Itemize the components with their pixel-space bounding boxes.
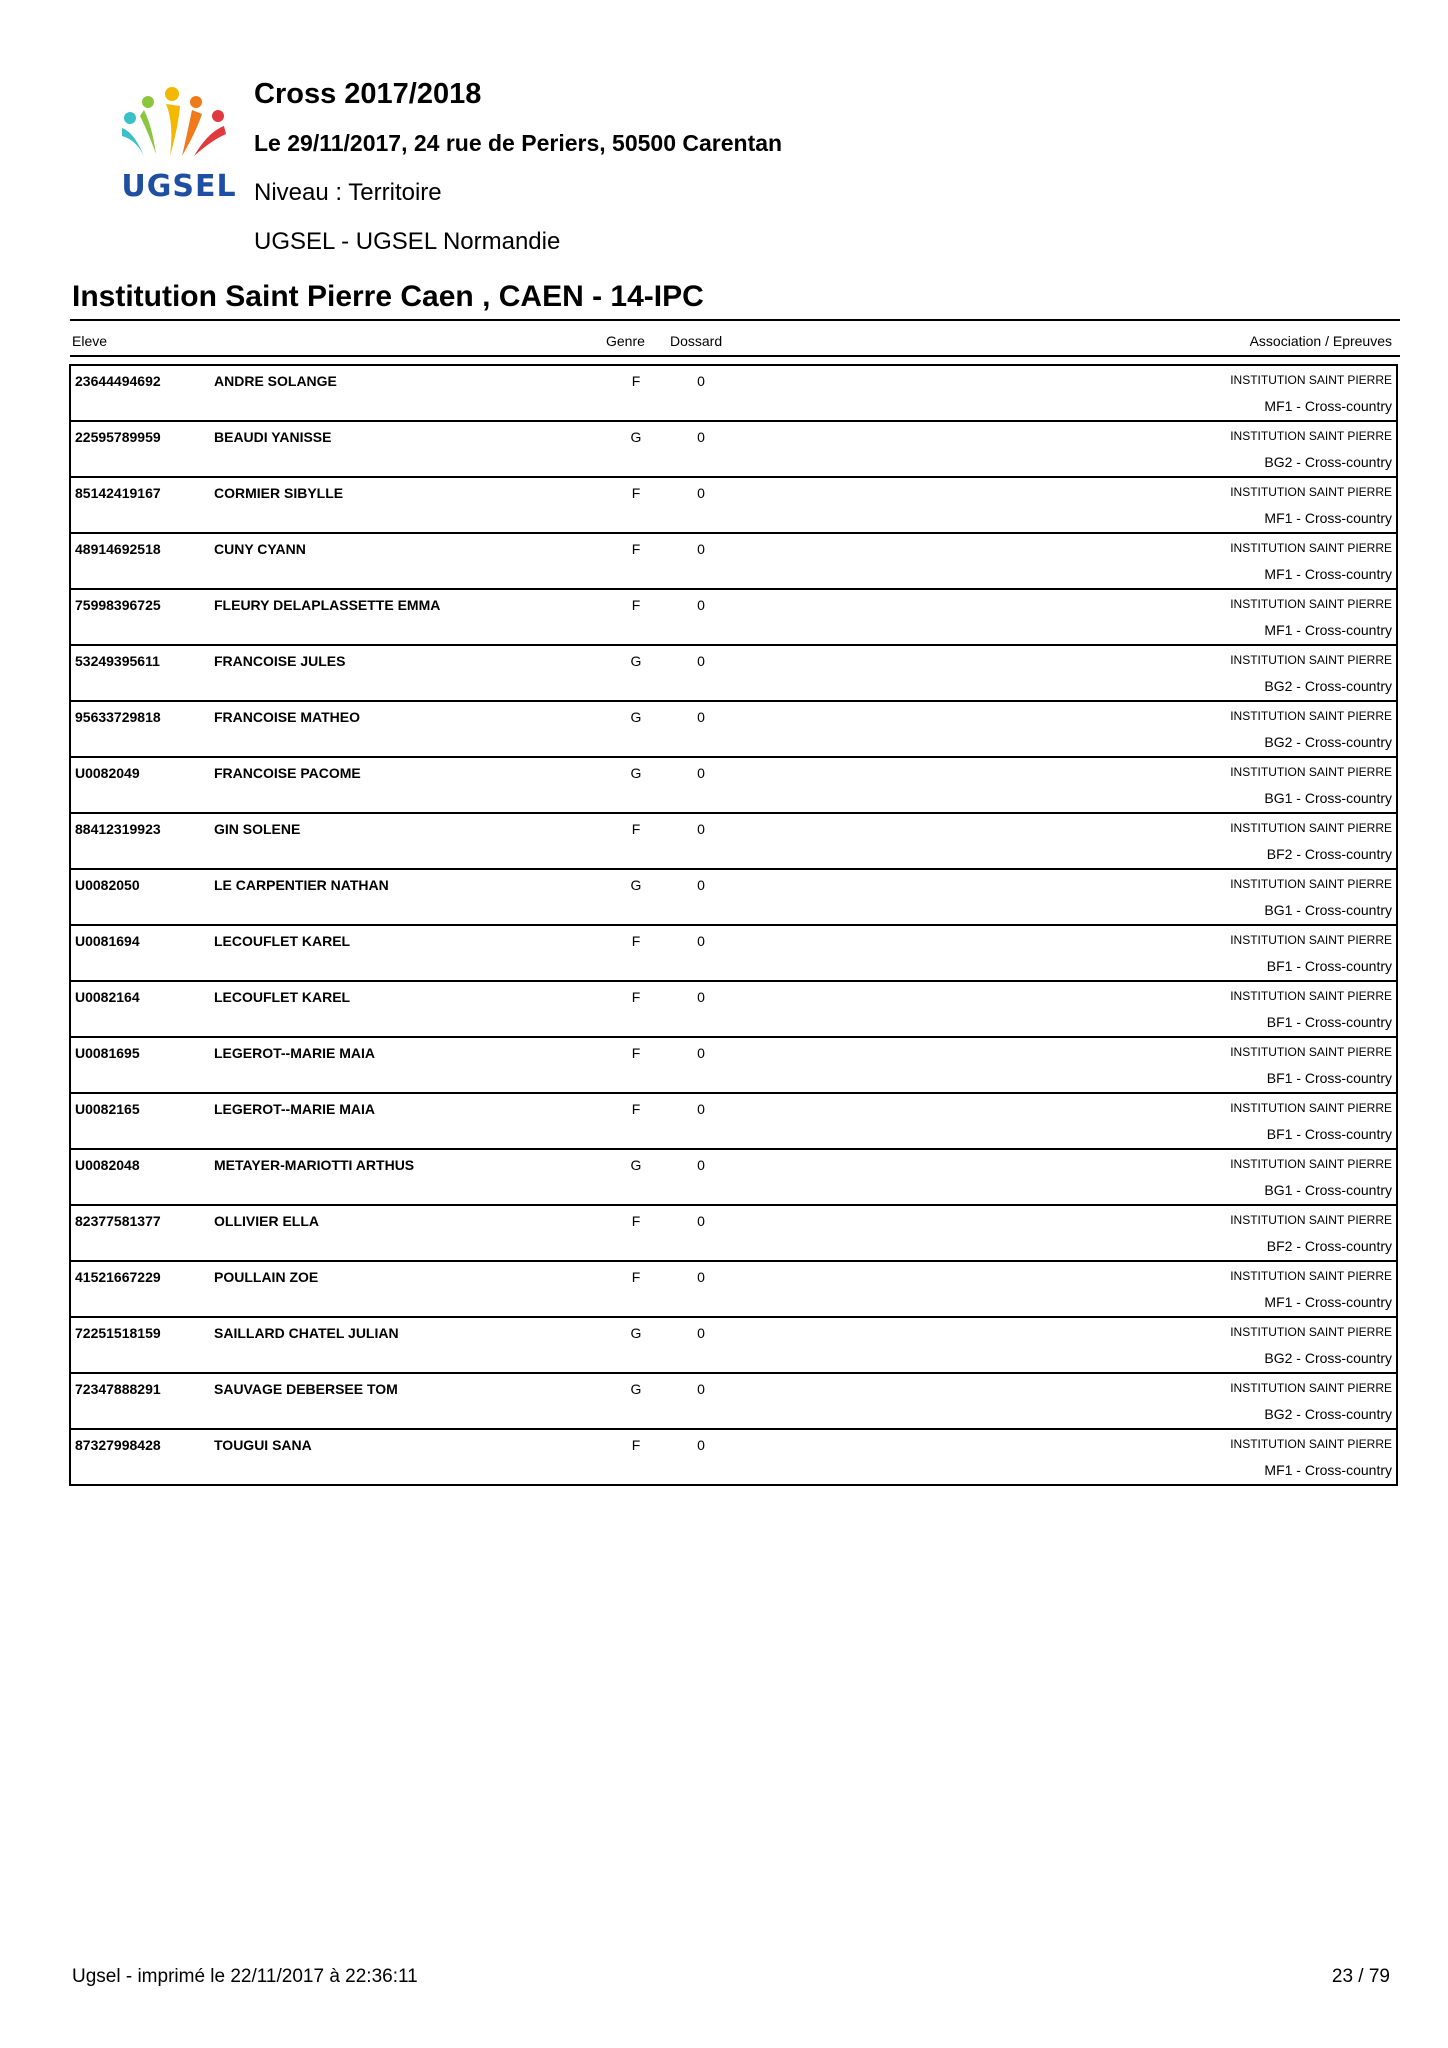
student-epreuve: MF1 - Cross-country bbox=[1264, 566, 1392, 582]
student-genre: F bbox=[631, 821, 641, 837]
student-genre: G bbox=[630, 1325, 642, 1341]
student-name: FRANCOISE MATHEO bbox=[214, 709, 360, 725]
student-dossard: 0 bbox=[697, 989, 705, 1005]
student-dossard: 0 bbox=[697, 1325, 705, 1341]
student-dossard: 0 bbox=[697, 1381, 705, 1397]
student-name: OLLIVIER ELLA bbox=[214, 1213, 319, 1229]
student-association: INSTITUTION SAINT PIERRE bbox=[1230, 1269, 1392, 1283]
student-name: METAYER-MARIOTTI ARTHUS bbox=[214, 1157, 415, 1173]
student-id: 88412319923 bbox=[75, 821, 161, 837]
table-row bbox=[71, 814, 1396, 870]
student-epreuve: BG2 - Cross-country bbox=[1264, 678, 1392, 694]
student-association: INSTITUTION SAINT PIERRE bbox=[1230, 1213, 1392, 1227]
page-title: Cross 2017/2018 bbox=[254, 78, 482, 110]
student-association: INSTITUTION SAINT PIERRE bbox=[1230, 485, 1392, 499]
student-association: INSTITUTION SAINT PIERRE bbox=[1230, 933, 1392, 947]
table-row bbox=[71, 646, 1396, 702]
student-epreuve: BF2 - Cross-country bbox=[1266, 846, 1392, 862]
logo-text: UGSEL bbox=[121, 169, 237, 204]
table-row bbox=[71, 422, 1396, 478]
student-id: U0082050 bbox=[75, 877, 140, 893]
participants-table bbox=[69, 364, 1398, 1486]
student-name: BEAUDI YANISSE bbox=[214, 429, 332, 445]
student-genre: G bbox=[630, 765, 642, 781]
student-name: SAILLARD CHATEL JULIAN bbox=[214, 1325, 399, 1341]
student-genre: F bbox=[631, 373, 641, 389]
student-id: U0082165 bbox=[75, 1101, 140, 1117]
student-name: TOUGUI SANA bbox=[214, 1437, 312, 1453]
table-row bbox=[71, 1374, 1396, 1430]
student-genre: F bbox=[631, 1213, 641, 1229]
student-genre: G bbox=[630, 709, 642, 725]
student-dossard: 0 bbox=[697, 541, 705, 557]
student-dossard: 0 bbox=[697, 1213, 705, 1229]
student-name: ANDRE SOLANGE bbox=[214, 373, 337, 389]
student-genre: F bbox=[631, 1437, 641, 1453]
student-id: U0081695 bbox=[75, 1045, 140, 1061]
student-dossard: 0 bbox=[697, 429, 705, 445]
student-id: 75998396725 bbox=[75, 597, 161, 613]
student-association: INSTITUTION SAINT PIERRE bbox=[1230, 821, 1392, 835]
student-id: U0082049 bbox=[75, 765, 140, 781]
student-id: 72251518159 bbox=[75, 1325, 161, 1341]
student-epreuve: MF1 - Cross-country bbox=[1264, 510, 1392, 526]
student-name: LEGEROT--MARIE MAIA bbox=[214, 1101, 375, 1117]
student-genre: F bbox=[631, 485, 641, 501]
student-epreuve: BF1 - Cross-country bbox=[1266, 1014, 1392, 1030]
student-id: 82377581377 bbox=[75, 1213, 161, 1229]
table-row bbox=[71, 1038, 1396, 1094]
student-dossard: 0 bbox=[697, 1157, 705, 1173]
student-genre: F bbox=[631, 1101, 641, 1117]
column-header-eleve: Eleve bbox=[72, 333, 108, 349]
student-dossard: 0 bbox=[697, 373, 705, 389]
student-id: 85142419167 bbox=[75, 485, 161, 501]
heading-divider bbox=[70, 319, 1400, 321]
student-name: FLEURY DELAPLASSETTE EMMA bbox=[214, 597, 441, 613]
table-row bbox=[71, 366, 1396, 422]
table-row bbox=[71, 982, 1396, 1038]
student-association: INSTITUTION SAINT PIERRE bbox=[1230, 765, 1392, 779]
student-id: 41521667229 bbox=[75, 1269, 161, 1285]
student-association: INSTITUTION SAINT PIERRE bbox=[1230, 877, 1392, 891]
student-name: FRANCOISE PACOME bbox=[214, 765, 361, 781]
student-association: INSTITUTION SAINT PIERRE bbox=[1230, 597, 1392, 611]
student-dossard: 0 bbox=[697, 765, 705, 781]
student-name: LECOUFLET KAREL bbox=[214, 989, 351, 1005]
student-epreuve: BG2 - Cross-country bbox=[1264, 1406, 1392, 1422]
table-row bbox=[71, 870, 1396, 926]
federation-name: UGSEL - UGSEL Normandie bbox=[254, 228, 561, 255]
student-epreuve: BG1 - Cross-country bbox=[1264, 902, 1392, 918]
student-name: LE CARPENTIER NATHAN bbox=[214, 877, 389, 893]
student-id: U0081694 bbox=[75, 933, 140, 949]
student-genre: F bbox=[631, 989, 641, 1005]
student-id: U0082048 bbox=[75, 1157, 140, 1173]
ugsel-figures-icon bbox=[104, 76, 254, 204]
student-association: INSTITUTION SAINT PIERRE bbox=[1230, 1101, 1392, 1115]
student-genre: G bbox=[630, 1157, 642, 1173]
table-row bbox=[71, 1318, 1396, 1374]
student-epreuve: BG2 - Cross-country bbox=[1264, 1350, 1392, 1366]
student-id: 72347888291 bbox=[75, 1381, 161, 1397]
student-genre: G bbox=[630, 1381, 642, 1397]
student-dossard: 0 bbox=[697, 933, 705, 949]
student-epreuve: MF1 - Cross-country bbox=[1264, 622, 1392, 638]
student-association: INSTITUTION SAINT PIERRE bbox=[1230, 429, 1392, 443]
student-association: INSTITUTION SAINT PIERRE bbox=[1230, 373, 1392, 387]
table-row bbox=[71, 1430, 1396, 1484]
table-row bbox=[71, 1150, 1396, 1206]
student-epreuve: MF1 - Cross-country bbox=[1264, 1462, 1392, 1478]
student-id: 53249395611 bbox=[75, 653, 160, 669]
student-genre: G bbox=[630, 653, 642, 669]
student-genre: F bbox=[631, 597, 641, 613]
student-genre: G bbox=[630, 877, 642, 893]
table-row bbox=[71, 758, 1396, 814]
student-id: 95633729818 bbox=[75, 709, 161, 725]
student-association: INSTITUTION SAINT PIERRE bbox=[1230, 541, 1392, 555]
student-association: INSTITUTION SAINT PIERRE bbox=[1230, 1381, 1392, 1395]
student-id: U0082164 bbox=[75, 989, 140, 1005]
student-association: INSTITUTION SAINT PIERRE bbox=[1230, 1157, 1392, 1171]
student-dossard: 0 bbox=[697, 597, 705, 613]
event-date-location: Le 29/11/2017, 24 rue de Periers, 50500 Carentan bbox=[254, 130, 783, 156]
student-genre: F bbox=[631, 541, 641, 557]
student-name: CUNY CYANN bbox=[214, 541, 306, 557]
student-epreuve: BG1 - Cross-country bbox=[1264, 790, 1392, 806]
student-dossard: 0 bbox=[697, 877, 705, 893]
student-genre: F bbox=[631, 1045, 641, 1061]
student-name: SAUVAGE DEBERSEE TOM bbox=[214, 1381, 398, 1397]
student-dossard: 0 bbox=[697, 653, 705, 669]
print-timestamp: Ugsel - imprimé le 22/11/2017 à 22:36:11 bbox=[72, 1966, 418, 1987]
student-name: GIN SOLENE bbox=[214, 821, 301, 837]
column-header-dossard: Dossard bbox=[670, 333, 723, 349]
student-name: LECOUFLET KAREL bbox=[214, 933, 351, 949]
student-dossard: 0 bbox=[697, 1045, 705, 1061]
student-epreuve: BG2 - Cross-country bbox=[1264, 734, 1392, 750]
student-name: FRANCOISE JULES bbox=[214, 653, 346, 669]
student-epreuve: BF1 - Cross-country bbox=[1266, 958, 1392, 974]
student-id: 22595789959 bbox=[75, 429, 161, 445]
column-header-genre: Genre bbox=[606, 333, 645, 349]
student-genre: F bbox=[631, 933, 641, 949]
page-number: 23 / 79 bbox=[1331, 1966, 1390, 1987]
student-name: CORMIER SIBYLLE bbox=[214, 485, 344, 501]
student-association: INSTITUTION SAINT PIERRE bbox=[1230, 1045, 1392, 1059]
student-epreuve: BG2 - Cross-country bbox=[1264, 454, 1392, 470]
student-name: LEGEROT--MARIE MAIA bbox=[214, 1045, 375, 1061]
student-id: 48914692518 bbox=[75, 541, 161, 557]
column-header-divider bbox=[70, 355, 1400, 357]
student-dossard: 0 bbox=[697, 485, 705, 501]
student-dossard: 0 bbox=[697, 709, 705, 725]
table-row bbox=[71, 1262, 1396, 1318]
column-header-association: Association / Epreuves bbox=[1249, 333, 1392, 349]
student-name: POULLAIN ZOE bbox=[214, 1269, 319, 1285]
student-association: INSTITUTION SAINT PIERRE bbox=[1230, 1437, 1392, 1451]
table-row bbox=[71, 1094, 1396, 1150]
student-association: INSTITUTION SAINT PIERRE bbox=[1230, 709, 1392, 723]
student-dossard: 0 bbox=[697, 1101, 705, 1117]
table-row bbox=[71, 590, 1396, 646]
student-epreuve: MF1 - Cross-country bbox=[1264, 1294, 1392, 1310]
event-level: Niveau : Territoire bbox=[254, 179, 442, 206]
student-epreuve: BF2 - Cross-country bbox=[1266, 1238, 1392, 1254]
student-association: INSTITUTION SAINT PIERRE bbox=[1230, 1325, 1392, 1339]
student-genre: F bbox=[631, 1269, 641, 1285]
student-genre: G bbox=[630, 429, 642, 445]
table-row bbox=[71, 926, 1396, 982]
student-id: 23644494692 bbox=[75, 373, 161, 389]
institution-heading: Institution Saint Pierre Caen , CAEN - 14-IPC bbox=[72, 280, 704, 313]
table-row bbox=[71, 534, 1396, 590]
student-epreuve: BG1 - Cross-country bbox=[1264, 1182, 1392, 1198]
ugsel-logo bbox=[104, 76, 254, 204]
student-dossard: 0 bbox=[697, 1437, 705, 1453]
student-association: INSTITUTION SAINT PIERRE bbox=[1230, 653, 1392, 667]
student-epreuve: BF1 - Cross-country bbox=[1266, 1126, 1392, 1142]
student-epreuve: BF1 - Cross-country bbox=[1266, 1070, 1392, 1086]
student-id: 87327998428 bbox=[75, 1437, 161, 1453]
student-dossard: 0 bbox=[697, 821, 705, 837]
student-association: INSTITUTION SAINT PIERRE bbox=[1230, 989, 1392, 1003]
table-row bbox=[71, 478, 1396, 534]
student-dossard: 0 bbox=[697, 1269, 705, 1285]
table-row bbox=[71, 702, 1396, 758]
table-row bbox=[71, 1206, 1396, 1262]
student-epreuve: MF1 - Cross-country bbox=[1264, 398, 1392, 414]
